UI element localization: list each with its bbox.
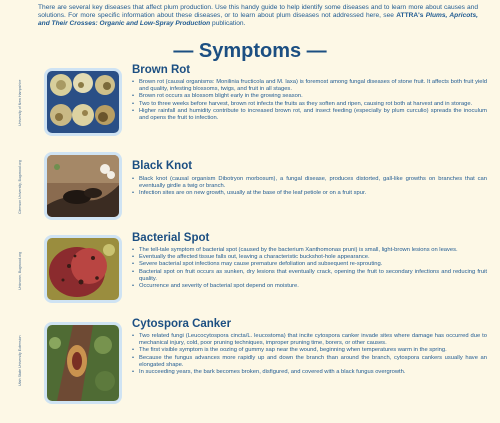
black-knot-photo [44,152,122,220]
list-item: • Because the fungus advances more rapidly up and down the branch than around the branch, cytospora cankers usually have an elongated shape. [132,355,487,369]
intro-text: There are several key diseases that affect plum production. Use this handy guide to help identify some diseases and to learn more about causes and solutions. For more specific information about these diseases, or to learn about plum diseases not addressed here, see [38,4,478,20]
photo-credit: Clemson University, Bugwood.org [18,160,22,214]
bullet-list [132,176,487,198]
bacterial-spot-photo [44,235,122,303]
bullet-list [132,247,487,290]
section-title: Cytospora Canker [132,318,232,330]
cytospora-canker-photo [44,322,122,404]
list-item: • The first visible symptom is the oozing of gummy sap near the wound, beginning when temperatures warm in the spring. [132,347,487,354]
list-item: • Two related fungi (Leucocytospora cincta/L. leucostoma) that incite cytospora canker invade sites where damage has occurred due to mechanical injury, cold, poor pruning techniques, improper pruning time, borers, or other causes. [132,333,487,347]
list-item: • Two to three weeks before harvest, brown rot infects the fruits as they soften and ripen, causing rot both at harvest and in storage. [132,101,487,108]
intro-text-end: publication. [210,20,246,28]
photo-credit: Unknown, Bugwood.org [18,251,22,291]
brown-rot-photo [44,68,122,136]
symptoms-heading: — Symptoms — [173,40,327,62]
list-item: • In succeeding years, the bark becomes broken, disfigured, and covered with a black fungus overgrowth. [132,369,487,376]
section-title: Brown Rot [132,64,191,76]
section-title: Bacterial Spot [132,232,210,244]
list-item: • Infection sites are on new growth, usually at the base of the leaf petiole or on a fruit spur. [132,190,487,197]
list-item: • Black knot (causal organism Dibotryon morbosum), a fungal disease, produces distorted, gall-like growths on branches that can eventually girdle a twig or branch. [132,176,487,190]
intro-paragraph [38,4,478,29]
list-item: • Severe bacterial spot infections may cause premature defoliation and subsequent re-sprouting. [132,261,487,268]
bullet-list [132,333,487,376]
photo-credit: University of New Hampshire [18,79,22,127]
attra-name: ATTRA's [396,12,424,20]
list-item: • Occurrence and severity of bacterial spot depend on moisture. [132,283,487,290]
list-item: • Bacterial spot on fruit occurs as sunken, dry lesions that eventually crack, opening the fruit to secondary infections and reducing fruit quality. [132,269,487,283]
photo-credit: Utah State University Extension [18,335,22,387]
list-item: • Higher rainfall and humidity contribute to increased brown rot, and insect feeding (especially by plum curculio) spreads the inoculum and opens the fruit to infection. [132,108,487,122]
list-item: • Brown rot (causal organisms: Monilinia fructicola and M. laxa) is foremost among fungal diseases of stone fruit. It affects both fruit yield and quality, infesting blossoms, twigs, and fruit in all stages. [132,79,487,93]
list-item: • Eventually the affected tissue falls out, leaving a characteristic buckshot-hole appearance. [132,254,487,261]
list-item: • Brown rot occurs as blossom blight early in the growing season. [132,93,487,100]
publication-link[interactable]: Plums, Apricots, and Their Crosses: Organic and Low-Spray Production [38,12,479,28]
section-title: Black Knot [132,160,193,172]
bullet-list [132,79,487,122]
list-item: • The tell-tale symptom of bacterial spot (caused by the bacterium Xanthomonas pruni) is small, light-brown lesions on leaves. [132,247,487,254]
